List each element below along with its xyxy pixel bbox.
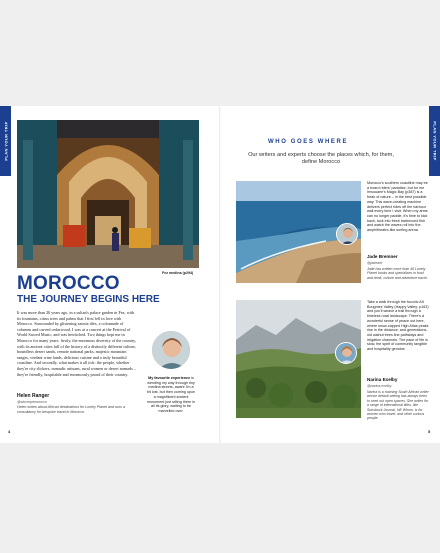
- page-number-right: 5: [428, 429, 431, 434]
- section-tab-left: [0, 106, 11, 176]
- page-subtitle: THE JOURNEY BEGINS HERE: [17, 294, 160, 305]
- page-title: MOROCCO: [17, 273, 120, 294]
- author-name: Helen Ranger: [17, 393, 50, 399]
- entry-1-text: Morocco's southern coastline may be a board riders' paradise, but for me Imsouane's Magic Bay (p387) is a freak of nature – in the best possible way. This wave-creating machine delivers perfect rides off the harbour wall every time I visit. When my arms can no longer paddle, it's time to kick back, tuck into fresh barbecued fish and watch the waves roll into the amphitheatre-like surfing arena.: [367, 181, 428, 233]
- photo-caption: Fez medina (p294): [162, 271, 194, 275]
- section-heading: WHO GOES WHERE: [268, 139, 349, 145]
- entry-2-text: Take a walk through the bucolic Aït Bougmez Valley (Happy Valley; p163) and you'll weave a trail through a timeless rural landscape. There's a wonderful sense of peace out here, where snow-capped High Atlas peaks rise in the distance, and generations-old walnut trees line pathways and irrigation channels. The pace of life is slow, the spirit of community tangible and hospitality genuine.: [367, 300, 429, 352]
- entry-2-bio: Narina is a roaming South African writer whose default setting has always been to seek out open spaces. She writes for a range of international titles, like Sunstruck Journal, NE Whom. is for women who travel, and other curious people.: [367, 390, 429, 421]
- favourite-label: My favourite experience: [148, 376, 191, 380]
- narina-portrait: [335, 342, 357, 364]
- fez-medina-photo: [17, 120, 199, 268]
- page-gutter: [219, 106, 221, 443]
- entry-1-handle: @jadeaet: [367, 261, 383, 265]
- entry-1-author: Jade Bremner: [367, 254, 398, 259]
- author-handle: @sincerperonocco: [17, 400, 48, 404]
- section-tab-right: [429, 106, 440, 176]
- section-tab-label: PLAN YOUR TRIP: [3, 121, 8, 161]
- author-portrait: [151, 330, 191, 370]
- entry-1-bio: Jade has written more than 40 Lonely Planet books and specialises in food and drink, culture and adventure travel.: [367, 267, 428, 280]
- book-spread: [0, 106, 440, 443]
- favourite-text: is wending my way through tiny medina streets, aware I'm a bit lost, but then coming upon a magnificent ancient monument just sitting there in all its glory, waiting to be marvelled over.: [146, 376, 196, 413]
- page-number-left: 4: [8, 429, 11, 434]
- entry-2-handle: @narina.exelby: [367, 384, 392, 388]
- jade-portrait: [336, 223, 358, 245]
- author-bio: Helen writes about African destinations for Lonely Planet and runs a consultancy for bespoke travel in Morocco.: [17, 405, 125, 414]
- intro-body-text: It was more than 20 years ago, in a sultan's palace garden in Fez, with its fountains, citrus trees and palms that I first fell in love with Morocco. Surrounded by glistening zaouïa tiles, a colonnade of columns and carved cedarwood, I was at a concert at the Festival of World Sacred Music, and was bewitched. Two things kept me in Morocco for many years: firstly, the enormous diversity of the country, with its ancient cities full of the history of a distinctly different culture, boundless desert sands, remote national parks, majestic mountain ranges, verdant wine lands, delicious cuisine and a truly beautiful coastline. And secondly, what makes it all tick: the people, whether they're city slickers, nomadic artisans, rural women or desert nomads – they're friendly, hospitable and enormously proud of their country.: [17, 310, 137, 377]
- section-intro: Our writers and experts choose the places which, for them, define Morocco: [248, 152, 394, 165]
- section-tab-label: PLAN YOUR TRIP: [432, 121, 437, 161]
- favourite-experience: [146, 376, 196, 414]
- entry-2-author: Narina Exelby: [367, 377, 398, 382]
